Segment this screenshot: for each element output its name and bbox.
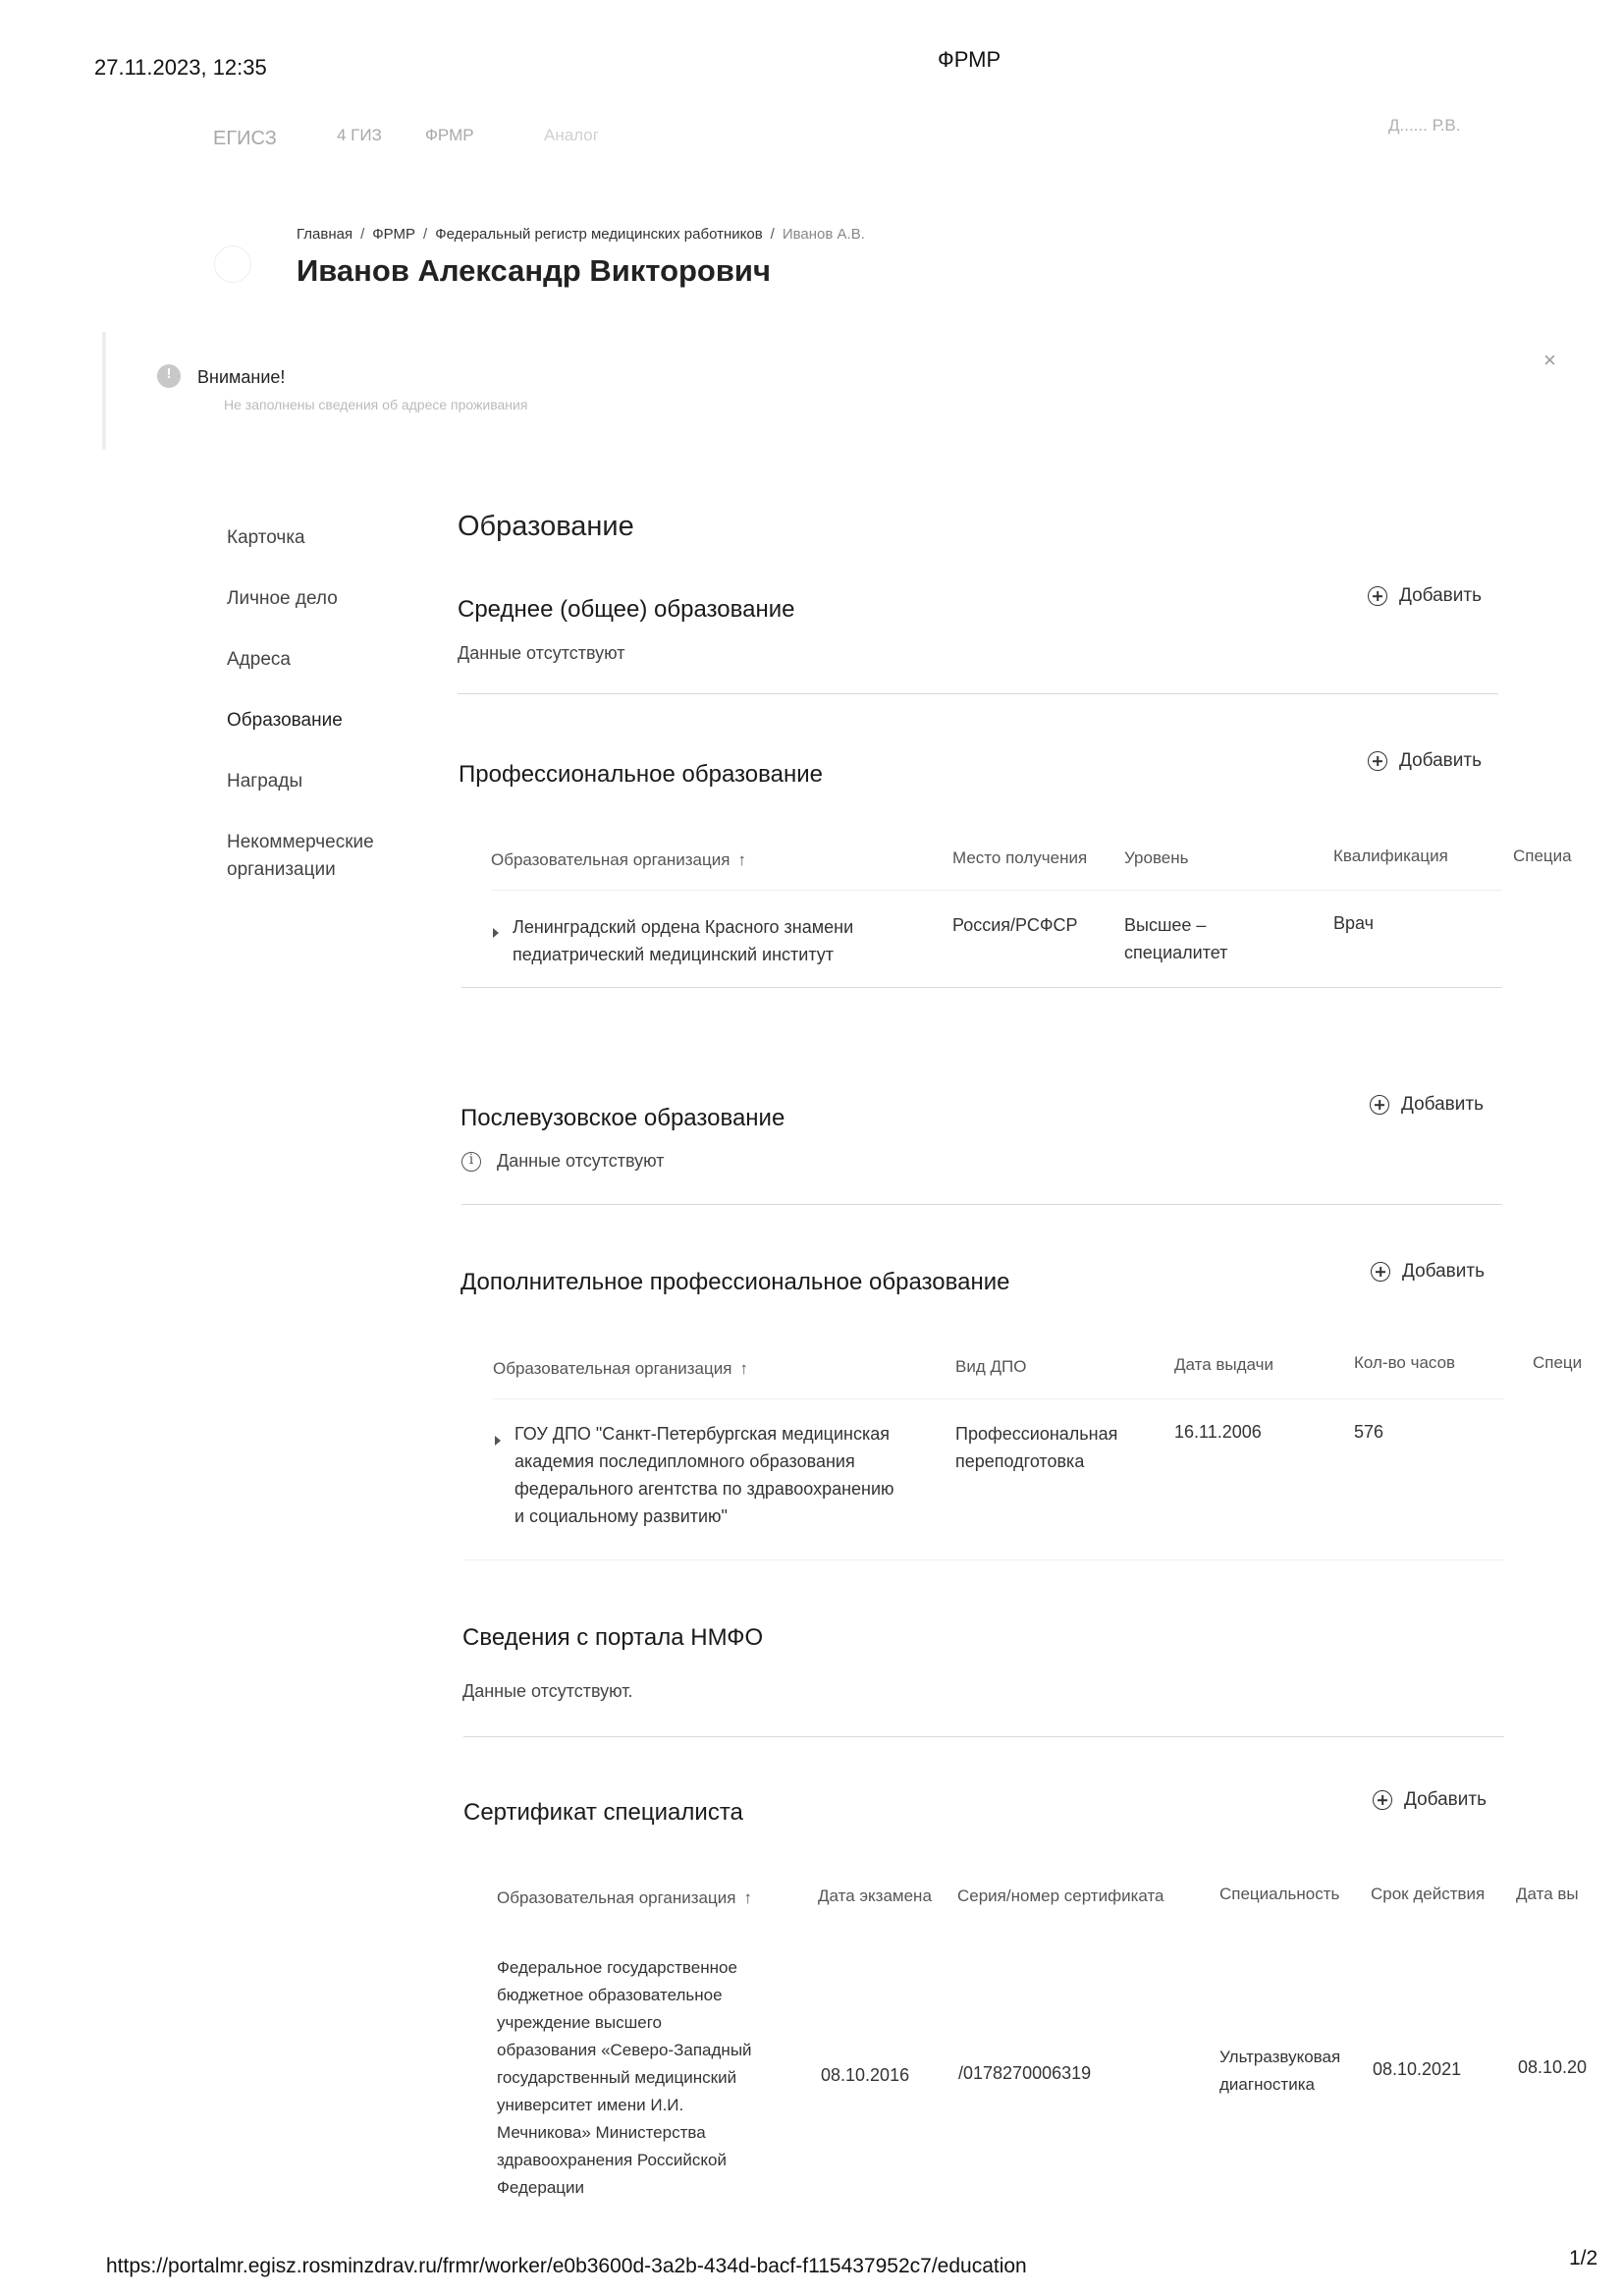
- add-label: Добавить: [1404, 1789, 1487, 1810]
- prof-col-org-label: Образовательная организация: [491, 850, 730, 869]
- prof-row-level: [1124, 911, 1227, 966]
- cert-col-specialty[interactable]: Специальность: [1219, 1885, 1340, 1903]
- add-col-type[interactable]: Вид ДПО: [955, 1357, 1027, 1376]
- add-col-specialty[interactable]: Специ: [1533, 1353, 1583, 1372]
- user-name[interactable]: Д...... Р.В.: [1388, 116, 1461, 135]
- cert-col-valid[interactable]: Срок действия: [1371, 1885, 1486, 1903]
- add-col-hours[interactable]: Кол-во часов: [1354, 1353, 1456, 1372]
- add-secondary-button[interactable]: [1368, 585, 1482, 607]
- nmfo-empty: Данные отсутствуют.: [462, 1681, 633, 1701]
- warning-icon: [157, 364, 181, 388]
- add-professional-button[interactable]: [1368, 750, 1482, 772]
- add-row-org-line: ГОУ ДПО "Санкт-Петербургская медицинская: [514, 1424, 890, 1444]
- secondary-education-title: Среднее (общее) образование: [458, 596, 795, 623]
- cert-row-org: [497, 1954, 752, 2202]
- nav-item-frmr[interactable]: ФРМР: [425, 126, 474, 144]
- cert-row-specialty: [1219, 2044, 1340, 2099]
- certificate-title: Сертификат специалиста: [463, 1799, 743, 1826]
- add-row-date: 16.11.2006: [1174, 1422, 1262, 1442]
- notice-title: Внимание!: [197, 367, 286, 387]
- add-col-org[interactable]: [493, 1359, 748, 1379]
- cert-col-issued[interactable]: Дата вы: [1516, 1885, 1579, 1903]
- cert-row-valid: 08.10.2021: [1373, 2059, 1462, 2079]
- cert-row-exam-date: 08.10.2016: [821, 2065, 910, 2085]
- close-icon[interactable]: ×: [1543, 348, 1556, 372]
- page-title: Иванов Александр Викторович: [297, 253, 771, 288]
- add-label: Добавить: [1399, 585, 1482, 606]
- divider: [461, 987, 1502, 988]
- cert-col-number[interactable]: Серия/номер сертификата: [957, 1886, 1164, 1905]
- add-row-type-line: Профессиональная: [955, 1424, 1118, 1444]
- plus-circle-icon: [1368, 586, 1387, 606]
- cert-row-specialty-line: диагностика: [1219, 2075, 1315, 2094]
- expand-caret-icon[interactable]: [493, 928, 499, 938]
- sort-arrow-up-icon: ↑: [739, 1359, 748, 1378]
- sidebar-item-awards[interactable]: Награды: [227, 771, 303, 792]
- add-label: Добавить: [1402, 1261, 1485, 1282]
- cert-col-org[interactable]: [497, 1888, 752, 1908]
- breadcrumb-frmr[interactable]: ФРМР: [372, 226, 416, 243]
- cert-row-org-line: Федеральное государственное: [497, 1958, 737, 1977]
- add-label: Добавить: [1401, 1094, 1484, 1115]
- cert-col-exam-date[interactable]: Дата экзамена: [818, 1886, 932, 1905]
- prof-col-qualification[interactable]: Квалификация: [1333, 847, 1448, 865]
- postgraduate-title: Послевузовское образование: [460, 1105, 785, 1131]
- plus-circle-icon: [1370, 1095, 1389, 1115]
- cert-row-org-line: образования «Северо-Западный: [497, 2041, 752, 2059]
- avatar: [214, 246, 251, 283]
- prof-col-level[interactable]: Уровень: [1124, 848, 1189, 867]
- expand-caret-icon[interactable]: [495, 1436, 501, 1446]
- divider: [491, 890, 1502, 891]
- prof-col-org[interactable]: [491, 850, 746, 870]
- divider: [458, 693, 1498, 694]
- add-label: Добавить: [1399, 750, 1482, 771]
- breadcrumb-current: Иванов А.В.: [782, 226, 865, 243]
- prof-col-place[interactable]: Место получения: [952, 848, 1088, 867]
- postgraduate-empty: [461, 1151, 665, 1172]
- professional-education-title: Профессиональное образование: [459, 761, 823, 788]
- nmfo-title: Сведения с портала НМФО: [462, 1624, 764, 1651]
- plus-circle-icon: [1371, 1262, 1390, 1282]
- nav-item-2[interactable]: 4 ГИЗ: [337, 126, 382, 144]
- notice-strip: [102, 332, 106, 450]
- divider: [461, 1204, 1502, 1205]
- prof-row-qualification: Врач: [1333, 913, 1375, 933]
- info-icon: [461, 1152, 481, 1172]
- add-col-org-label: Образовательная организация: [493, 1359, 732, 1378]
- print-datetime: 27.11.2023, 12:35: [94, 55, 267, 80]
- secondary-empty: Данные отсутствуют: [458, 643, 625, 663]
- sidebar-item-addresses[interactable]: Адреса: [227, 649, 291, 670]
- divider: [463, 1736, 1504, 1737]
- add-postgraduate-button[interactable]: [1370, 1094, 1484, 1116]
- cert-row-org-line: университет имени И.И.: [497, 2096, 684, 2114]
- nav-item-4[interactable]: Аналог: [544, 126, 599, 144]
- add-row-org-line: федерального агентства по здравоохранению: [514, 1479, 894, 1499]
- education-title: Образование: [458, 511, 634, 542]
- prof-col-specialty[interactable]: Специа: [1513, 847, 1572, 865]
- divider: [493, 1398, 1504, 1399]
- cert-row-org-line: Мечникова» Министерства: [497, 2123, 706, 2142]
- cert-row-org-line: государственный медицинский: [497, 2068, 737, 2087]
- cert-row-issued: 08.10.20: [1518, 2057, 1588, 2077]
- sidebar-item-personal-file[interactable]: Личное дело: [227, 588, 338, 609]
- page-number: 1/2: [1569, 2247, 1598, 2269]
- add-col-date[interactable]: Дата выдачи: [1174, 1355, 1273, 1374]
- breadcrumb: Главная / ФРМР / Федеральный регистр медицинских работников / Иванов А.В.: [297, 226, 865, 243]
- prof-row-org-line: Ленинградский ордена Красного знамени: [513, 917, 854, 937]
- plus-circle-icon: [1373, 1790, 1392, 1810]
- add-row-org-line: и социальному развитию": [514, 1506, 728, 1526]
- prof-row-level-line: специалитет: [1124, 943, 1228, 962]
- add-row-type: [955, 1420, 1117, 1475]
- cert-row-org-line: бюджетное образовательное: [497, 1986, 723, 2004]
- sort-arrow-up-icon: ↑: [737, 850, 746, 869]
- additional-education-title: Дополнительное профессиональное образование: [460, 1269, 1010, 1295]
- sidebar-item-education[interactable]: Образование: [227, 710, 343, 731]
- notice-text: Не заполнены сведения об адресе проживания: [224, 397, 528, 412]
- add-additional-button[interactable]: [1371, 1261, 1485, 1283]
- cert-col-org-label: Образовательная организация: [497, 1888, 736, 1907]
- print-title: ФРМР: [938, 47, 1001, 72]
- add-row-hours: 576: [1354, 1422, 1384, 1442]
- print-url: https://portalmr.egisz.rosminzdrav.ru/frmr/worker/e0b3600d-3a2b-434d-bacf-f115437952c7/education: [106, 2255, 1027, 2277]
- add-certificate-button[interactable]: [1373, 1789, 1487, 1811]
- nav-item-egisz[interactable]: ЕГИСЗ: [213, 128, 277, 149]
- breadcrumb-home[interactable]: Главная: [297, 226, 353, 243]
- postgraduate-empty-text: Данные отсутствуют: [497, 1151, 665, 1171]
- breadcrumb-registry[interactable]: Федеральный регистр медицинских работников: [435, 226, 763, 243]
- prof-row-level-line: Высшее –: [1124, 915, 1207, 935]
- sidebar-item-nonprofits[interactable]: Некоммерческие организации: [227, 832, 374, 880]
- cert-row-org-line: учреждение высшего: [497, 2013, 663, 2032]
- add-row-org: [514, 1420, 894, 1530]
- cert-row-org-line: здравоохранения Российской: [497, 2151, 727, 2169]
- prof-row-org-line: педиатрический медицинский институт: [513, 945, 835, 964]
- add-row-type-line: переподготовка: [955, 1451, 1085, 1471]
- cert-row-specialty-line: Ультразвуковая: [1219, 2048, 1341, 2066]
- prof-row-place: Россия/РСФСР: [952, 915, 1078, 935]
- plus-circle-icon: [1368, 751, 1387, 771]
- sort-arrow-up-icon: ↑: [743, 1888, 752, 1907]
- cert-row-number: /0178270006319: [958, 2063, 1092, 2083]
- sidebar-item-card[interactable]: Карточка: [227, 527, 305, 548]
- divider: [463, 1559, 1504, 1560]
- prof-row-org: [513, 913, 853, 968]
- add-row-org-line: академия последипломного образования: [514, 1451, 855, 1471]
- cert-row-org-line: Федерации: [497, 2178, 585, 2197]
